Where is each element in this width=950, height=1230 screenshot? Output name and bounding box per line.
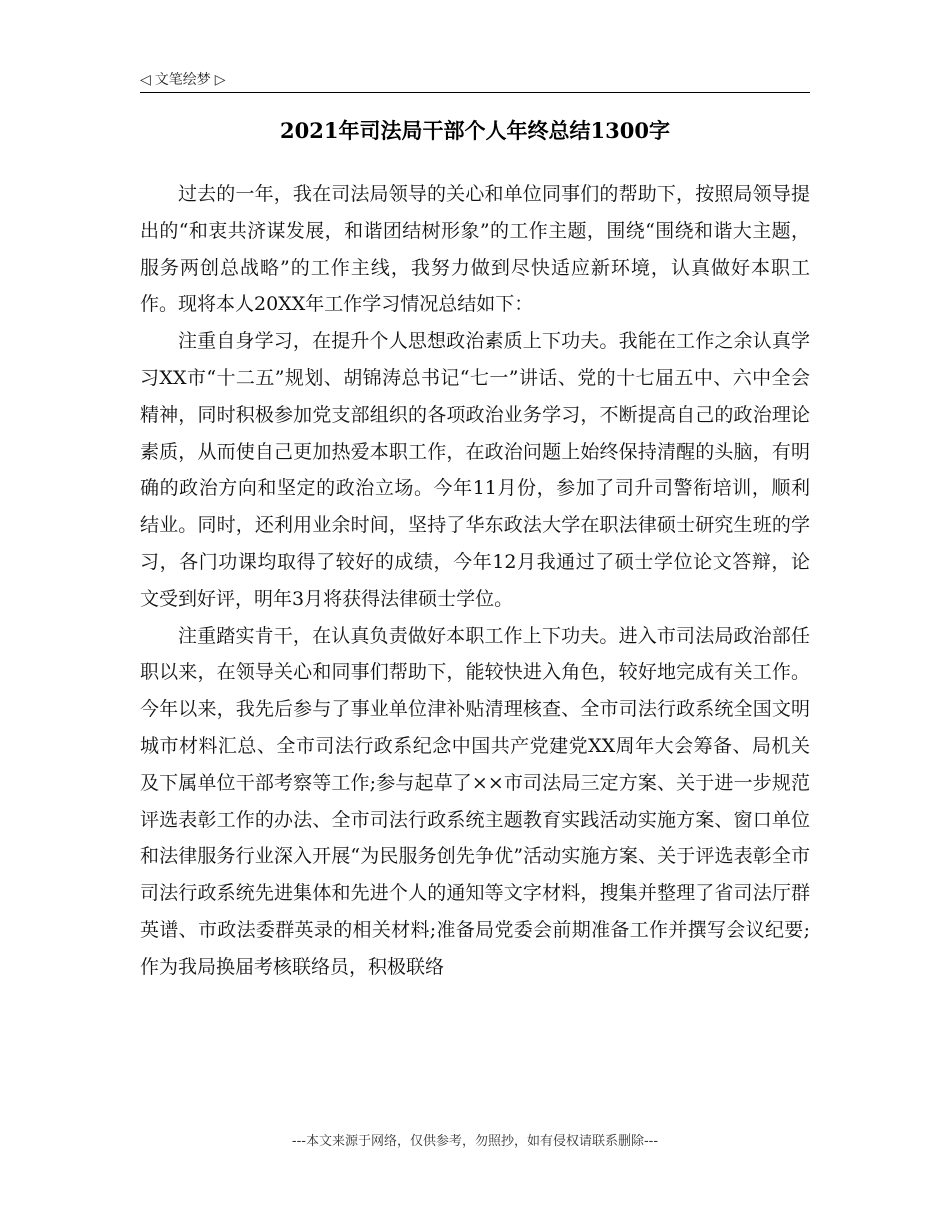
page-header <box>140 68 810 93</box>
source-disclaimer: ---本文来源于网络，仅供参考，勿照抄，如有侵权请联系删除--- <box>291 1134 659 1149</box>
paragraph-intro: 过去的一年，我在司法局领导的关心和单位同事们的帮助下，按照局领导提出的“和衷共济谋发展，和谐团结树形象”的工作主题，围绕“围绕和谐大主题，服务两创总战略”的工作主线，我努力做到尽快适应新环境，认真做好本职工作。现将本人20XX年工作学习情况总结如下： <box>140 183 810 316</box>
right-triangle-icon: ▷ <box>214 72 226 88</box>
paragraph-work: 注重踏实肯干，在认真负责做好本职工作上下功夫。进入市司法局政治部任职以来，在领导关心和同事们帮助下，能较快进入角色，较好地完成有关工作。今年以来，我先后参与了事业单位津补贴清理核查、全市司法行政系统全国文明城市材料汇总、全市司法行政系纪念中国共产党建党XX周年大会筹备、局机关及下属单位干部考察等工作;参与起草了××市司法局三定方案、关于进一步规范评选表彰工作的办法、全市司法行政系统主题教育实践活动实施方案、窗口单位和法律服务行业深入开展“为民服务创先争优”活动实施方案、关于评选表彰全市司法行政系统先进集体和先进个人的通知等文字材料，搜集并整理了省司法厅群英谱、市政法委群英录的相关材料;准备局党委会前期准备工作并撰写会议纪要;作为我局换届考核联络员，积极联络 <box>140 624 810 978</box>
paragraph-study: 注重自身学习，在提升个人思想政治素质上下功夫。我能在工作之余认真学习XX市“十二五”规划、胡锦涛总书记“七一”讲话、党的十七届五中、六中全会精神，同时积极参加党支部组织的各项政治业务学习，不断提高自己的政治理论素质，从而使自己更加热爱本职工作，在政治问题上始终保持清醒的头脑，有明确的政治方向和坚定的政治立场。今年11月份，参加了司升司警衔培训，顺利结业。同时，还利用业余时间，坚持了华东政法大学在职法律硕士研究生班的学习，各门功课均取得了较好的成绩，今年12月我通过了硕士学位论文答辩，论文受到好评，明年3月将获得法律硕士学位。 <box>140 330 810 610</box>
left-triangle-icon: ◁ <box>140 72 151 88</box>
document-title: 2021年司法局干部个人年终总结1300字 <box>280 118 670 143</box>
header-brand: 文笔绘梦 <box>154 72 211 88</box>
document-body <box>140 176 810 986</box>
